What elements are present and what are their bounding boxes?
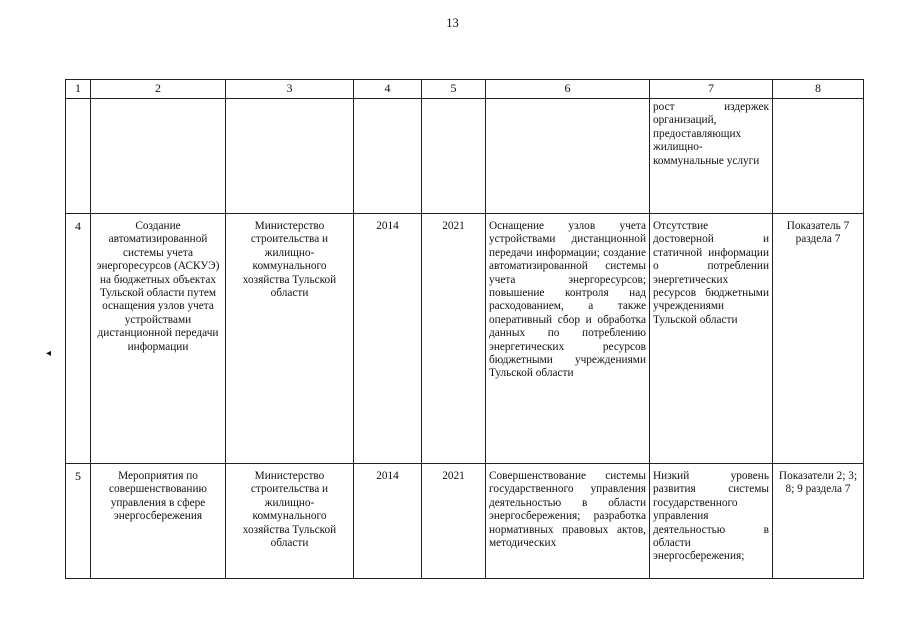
header-cell: 5 <box>422 80 486 99</box>
row-number <box>66 99 91 214</box>
table-row <box>66 99 864 214</box>
executor-cell <box>226 99 354 214</box>
consequence-cell: Низкий уровень развития системы государственного управления деятельностью в области энергосбережения; <box>650 464 773 579</box>
start-year-cell: 2014 <box>354 214 422 464</box>
result-cell <box>486 99 650 214</box>
measures-table <box>65 79 864 579</box>
executor-cell: Министерство строительства и жилищно-коммунального хозяйства Тульской области <box>226 464 354 579</box>
indicator-cell: Показатели 2; 3; 8; 9 раздела 7 <box>773 464 864 579</box>
indicator-cell <box>773 99 864 214</box>
header-cell: 4 <box>354 80 422 99</box>
event-cell: Создание автоматизированной системы учета энергоресурсов (АСКУЭ) на бюджетных объектах Тульской области путем оснащения узлов учета устройствами дистанционной передачи информации <box>91 214 226 464</box>
header-cell: 8 <box>773 80 864 99</box>
end-year-cell: 2021 <box>422 214 486 464</box>
page-number: 13 <box>446 16 459 30</box>
header-cell: 7 <box>650 80 773 99</box>
result-cell: Оснащение узлов учета устройствами дистанционной передачи информации; создание автоматизированной системы учета энергоресурсов; повышение контроля над расходованием, а также оперативный сбор и обработка данных по потреблению энергетических ресурсов бюджетными учреждениями Тульской области <box>486 214 650 464</box>
event-cell <box>91 99 226 214</box>
indicator-cell: Показатель 7 раздела 7 <box>773 214 864 464</box>
consequence-cell: Отсутствие достоверной и статичной информации о потреблении энергетических ресурсов бюджетными учреждениями Тульской области <box>650 214 773 464</box>
header-cell: 6 <box>486 80 650 99</box>
header-cell: 2 <box>91 80 226 99</box>
row-number: 5 <box>66 464 91 579</box>
end-year-cell: 2021 <box>422 464 486 579</box>
margin-mark: ◂ <box>46 348 52 359</box>
table-row <box>66 464 864 579</box>
consequence-cell: рост издержек организаций, предоставляющих жилищно-коммунальные услуги <box>650 99 773 214</box>
result-cell: Совершенствование системы государственного управления деятельностью в области энергосбережения; разработка нормативных правовых актов, методических <box>486 464 650 579</box>
header-row <box>66 80 864 99</box>
start-year-cell <box>354 99 422 214</box>
row-number: 4 <box>66 214 91 464</box>
header-cell: 1 <box>66 80 91 99</box>
event-cell: Мероприятия по совершенствованию управления в сфере энергосбережения <box>91 464 226 579</box>
table-row <box>66 214 864 464</box>
executor-cell: Министерство строительства и жилищно-коммунального хозяйства Тульской области <box>226 214 354 464</box>
header-cell: 3 <box>226 80 354 99</box>
start-year-cell: 2014 <box>354 464 422 579</box>
end-year-cell <box>422 99 486 214</box>
